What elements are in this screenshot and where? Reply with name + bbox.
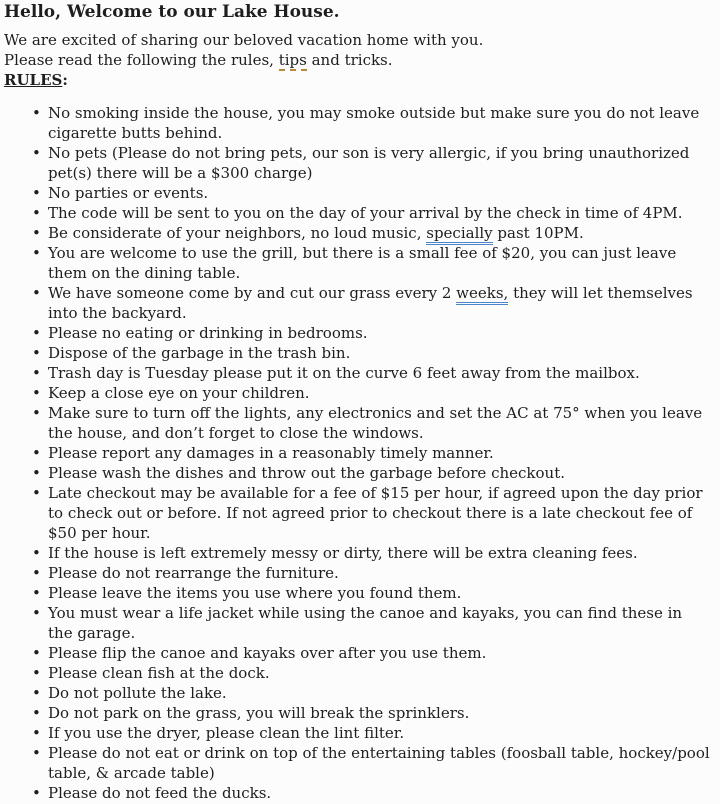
text-segment: Please wash the dishes and throw out the garbage before checkout. xyxy=(48,464,565,482)
rule-item xyxy=(4,483,710,543)
text-segment: Please do not feed the ducks. xyxy=(48,784,272,802)
rule-item xyxy=(4,663,710,683)
text-segment: and tricks. xyxy=(306,51,393,69)
text-segment: past 10PM. xyxy=(492,224,584,242)
text-segment: The code will be sent to you on the day of your arrival by the check in time of 4PM. xyxy=(48,204,683,222)
rule-item xyxy=(4,403,710,443)
text-segment: No smoking inside the house, you may smoke outside but make sure you do not leave cigarette butts behind. xyxy=(48,104,700,142)
grammar-marked-word: weeks, xyxy=(456,284,508,305)
rule-item xyxy=(4,683,710,703)
rule-item xyxy=(4,143,710,183)
text-segment: If the house is left extremely messy or dirty, there will be extra cleaning fees. xyxy=(48,544,638,562)
rule-item xyxy=(4,463,710,483)
text-segment: Please do not eat or drink on top of the entertaining tables (foosball table, hockey/pool table, & arcade table) xyxy=(48,744,710,782)
rule-item xyxy=(4,723,710,743)
rule-item xyxy=(4,783,710,803)
rule-item xyxy=(4,643,710,663)
text-segment: Please do not rearrange the furniture. xyxy=(48,564,339,582)
rule-item xyxy=(4,223,710,243)
rule-item xyxy=(4,203,710,223)
refinement-marked-word: tips xyxy=(278,51,307,69)
text-segment: If you use the dryer, please clean the lint filter. xyxy=(48,724,405,742)
text-segment: Please leave the items you use where you found them. xyxy=(48,584,462,602)
text-segment: Please no eating or drinking in bedrooms. xyxy=(48,324,368,342)
intro-line-2 xyxy=(4,50,710,70)
text-segment: Trash day is Tuesday please put it on the curve 6 feet away from the mailbox. xyxy=(48,364,640,382)
intro-line-1: We are excited of sharing our beloved vacation home with you. xyxy=(4,31,484,49)
text-segment: they will let themselves into the backyard. xyxy=(48,284,693,322)
rule-item xyxy=(4,243,710,283)
document-page xyxy=(4,1,710,803)
rule-item xyxy=(4,183,710,203)
rules-heading-colon: : xyxy=(62,71,68,89)
text-segment: Please clean fish at the dock. xyxy=(48,664,270,682)
text-segment: Be considerate of your neighbors, no loud music, xyxy=(48,224,427,242)
text-segment: Make sure to turn off the lights, any electronics and set the AC at 75° when you leave the house, and don’t forget to close the windows. xyxy=(48,404,703,442)
rule-item xyxy=(4,103,710,143)
rule-item xyxy=(4,323,710,343)
rules-list xyxy=(4,103,710,803)
rules-heading xyxy=(4,70,710,90)
text-segment: No parties or events. xyxy=(48,184,209,202)
text-segment: You are welcome to use the grill, but there is a small fee of $20, you can just leave them on the dining table. xyxy=(48,244,677,282)
rule-item xyxy=(4,443,710,463)
text-segment: Keep a close eye on your children. xyxy=(48,384,310,402)
text-segment: Please report any damages in a reasonably timely manner. xyxy=(48,444,494,462)
text-segment: Do not pollute the lake. xyxy=(48,684,227,702)
text-segment: You must wear a life jacket while using the canoe and kayaks, you can find these in the garage. xyxy=(48,604,683,642)
rule-item xyxy=(4,383,710,403)
text-segment: Please flip the canoe and kayaks over after you use them. xyxy=(48,644,487,662)
page-title: Hello, Welcome to our Lake House. xyxy=(4,2,340,22)
rule-item xyxy=(4,703,710,723)
rule-item xyxy=(4,363,710,383)
rule-item xyxy=(4,743,710,783)
text-segment: We have someone come by and cut our grass every 2 xyxy=(48,284,457,302)
rules-heading-label: RULES xyxy=(4,71,63,89)
rule-item xyxy=(4,543,710,563)
grammar-marked-word: specially xyxy=(426,224,492,245)
rule-item xyxy=(4,603,710,643)
text-segment: Late checkout may be available for a fee of $15 per hour, if agreed upon the day prior to check out or before. If not agreed prior to checkout there is a late checkout fee of $50 per hour. xyxy=(48,484,703,542)
text-segment: No pets (Please do not bring pets, our son is very allergic, if you bring unauthorized pet(s) there will be a $300 charge) xyxy=(48,144,690,182)
text-segment: Dispose of the garbage in the trash bin. xyxy=(48,344,351,362)
text-segment: Please read the following the rules, xyxy=(4,51,279,69)
rule-item xyxy=(4,343,710,363)
rule-item xyxy=(4,283,710,323)
text-segment: Do not park on the grass, you will break the sprinklers. xyxy=(48,704,470,722)
rule-item xyxy=(4,563,710,583)
rule-item xyxy=(4,583,710,603)
